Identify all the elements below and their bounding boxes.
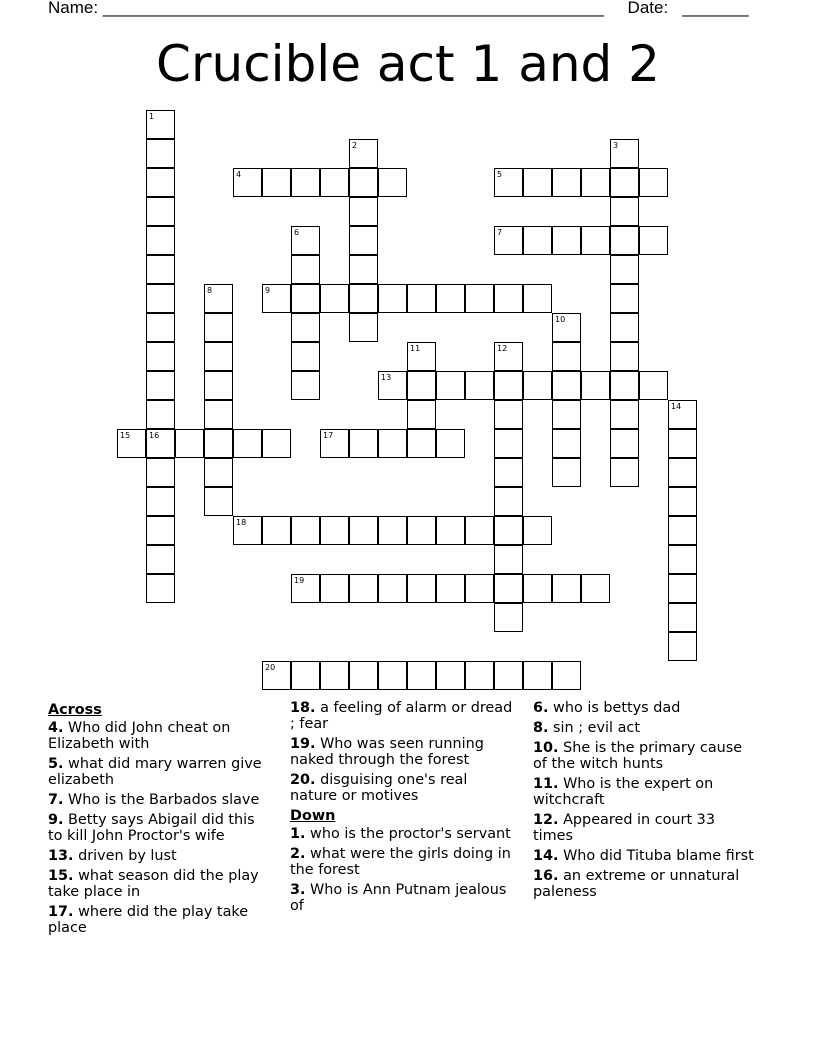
grid-cell[interactable] [291,574,320,603]
grid-cell[interactable] [610,226,639,255]
clue-item-number: 9. [48,812,64,828]
grid-cell[interactable] [291,516,320,545]
clue-column [290,700,515,918]
clue-number: 19 [294,576,305,585]
grid-cell[interactable] [204,429,233,458]
grid-cell[interactable] [349,139,378,168]
clue-item [48,720,273,752]
grid-cell[interactable] [320,516,349,545]
clue-item [48,792,273,808]
grid-cell[interactable] [610,458,639,487]
grid-cell[interactable] [494,516,523,545]
grid-cell[interactable] [581,168,610,197]
grid-cell[interactable] [146,284,175,313]
grid-cell[interactable] [204,371,233,400]
grid-cell[interactable] [204,284,233,313]
grid-cell[interactable] [291,168,320,197]
grid-cell[interactable] [349,284,378,313]
clue-item-number: 18. [290,700,316,716]
clue-item-text: sin ; evil act [548,720,640,736]
grid-cell[interactable] [320,284,349,313]
clue-number: 13 [381,373,392,382]
grid-cell[interactable] [349,516,378,545]
grid-cell[interactable] [610,284,639,313]
grid-cell[interactable] [610,168,639,197]
grid-cell[interactable] [668,632,697,661]
grid-cell[interactable] [436,371,465,400]
grid-cell[interactable] [378,284,407,313]
grid-cell[interactable] [349,313,378,342]
clue-number: 6 [294,228,300,237]
grid-cell[interactable] [523,168,552,197]
clue-item-number: 14. [533,848,559,864]
grid-cell[interactable] [610,313,639,342]
clue-number: 7 [497,228,503,237]
grid-cell[interactable] [552,371,581,400]
clue-number: 17 [323,431,334,440]
grid-cell[interactable] [494,429,523,458]
grid-cell[interactable] [581,371,610,400]
name-label: Name: [48,0,99,17]
grid-cell[interactable] [668,516,697,545]
clue-number: 2 [352,141,358,150]
grid-cell[interactable] [378,371,407,400]
grid-cell[interactable] [436,574,465,603]
clue-number: 11 [410,344,421,353]
clue-item [48,756,273,788]
page-title: Crucible act 1 and 2 [156,35,660,93]
grid-cell[interactable] [146,139,175,168]
clue-item-text: Who is the expert on witchcraft [533,776,714,808]
grid-cell[interactable] [668,603,697,632]
grid-cell[interactable] [378,168,407,197]
clue-item [48,868,273,900]
grid-cell[interactable] [291,342,320,371]
clue-item [290,736,515,768]
grid-cell[interactable] [639,168,668,197]
grid-cell[interactable] [581,226,610,255]
clue-item-number: 1. [290,826,306,842]
clue-item-text: where did the play take place [48,904,249,936]
grid-cell[interactable] [146,110,175,139]
grid-cell[interactable] [146,458,175,487]
grid-cell[interactable] [436,284,465,313]
grid-cell[interactable] [407,371,436,400]
grid-cell[interactable] [436,516,465,545]
grid-cell[interactable] [291,284,320,313]
grid-cell[interactable] [349,197,378,226]
grid-cell[interactable] [146,400,175,429]
grid-cell[interactable] [117,429,146,458]
grid-cell[interactable] [552,226,581,255]
grid-cell[interactable] [320,168,349,197]
grid-cell[interactable] [436,429,465,458]
clue-item [533,740,758,772]
clue-item-number: 5. [48,756,64,772]
grid-cell[interactable] [494,168,523,197]
clue-item [533,700,758,716]
date-field[interactable]: _______ [682,0,749,17]
grid-cell[interactable] [436,661,465,690]
grid-cell[interactable] [378,429,407,458]
clue-item-text: what did mary warren give elizabeth [48,756,262,788]
grid-cell[interactable] [552,458,581,487]
clue-item-number: 19. [290,736,316,752]
clue-number: 18 [236,518,247,527]
clue-item [533,720,758,736]
clue-item-text: driven by lust [73,848,177,864]
grid-cell[interactable] [494,458,523,487]
grid-cell[interactable] [146,371,175,400]
grid-cell[interactable] [146,545,175,574]
grid-cell[interactable] [146,574,175,603]
grid-cell[interactable] [494,342,523,371]
clue-number: 3 [613,141,619,150]
clue-column [48,700,273,940]
clue-item-number: 12. [533,812,559,828]
grid-cell[interactable] [552,313,581,342]
grid-cell[interactable] [349,661,378,690]
grid-cell[interactable] [349,255,378,284]
grid-cell[interactable] [465,516,494,545]
grid-cell[interactable] [291,313,320,342]
grid-cell[interactable] [610,400,639,429]
grid-cell[interactable] [494,400,523,429]
grid-cell[interactable] [552,400,581,429]
grid-cell[interactable] [349,226,378,255]
clue-item [533,812,758,844]
clue-number: 20 [265,663,276,672]
grid-cell[interactable] [378,574,407,603]
clue-item-number: 7. [48,792,64,808]
clue-item-text: Who did John cheat on Elizabeth with [48,720,231,752]
grid-cell[interactable] [523,516,552,545]
grid-cell[interactable] [494,545,523,574]
grid-cell[interactable] [465,661,494,690]
clue-item-number: 13. [48,848,74,864]
clue-item [290,846,515,878]
grid-cell[interactable] [494,371,523,400]
date-label: Date: [627,0,669,17]
grid-cell[interactable] [523,284,552,313]
clue-item-text: a feeling of alarm or dread ; fear [290,700,513,732]
grid-cell[interactable] [639,371,668,400]
grid-cell[interactable] [262,516,291,545]
grid-cell[interactable] [146,342,175,371]
clue-item [290,700,515,732]
grid-cell[interactable] [610,429,639,458]
grid-cell[interactable] [668,458,697,487]
grid-cell[interactable] [204,458,233,487]
clue-item [48,812,273,844]
grid-cell[interactable] [494,661,523,690]
grid-cell[interactable] [668,574,697,603]
clue-number: 8 [207,286,213,295]
grid-cell[interactable] [349,168,378,197]
clue-item-text: Who did Tituba blame first [558,848,754,864]
clue-item [533,868,758,900]
clue-item-number: 8. [533,720,549,736]
clue-number: 4 [236,170,242,179]
grid-cell[interactable] [581,574,610,603]
grid-cell[interactable] [320,574,349,603]
clue-item-text: Betty says Abigail did this to kill John Proctor's wife [48,812,255,844]
grid-cell[interactable] [262,429,291,458]
grid-cell[interactable] [523,371,552,400]
grid-cell[interactable] [407,400,436,429]
grid-cell[interactable] [175,429,204,458]
clue-item-number: 10. [533,740,559,756]
clue-item [290,826,515,842]
clue-item-text: Who is the Barbados slave [63,792,260,808]
clue-number: 12 [497,344,508,353]
grid-cell[interactable] [610,342,639,371]
grid-cell[interactable] [523,661,552,690]
clue-item-text: an extreme or unnatural paleness [533,868,740,900]
grid-cell[interactable] [668,429,697,458]
clue-item-text: Appeared in court 33 times [533,812,715,844]
grid-cell[interactable] [146,255,175,284]
grid-cell[interactable] [407,429,436,458]
clue-item [533,848,758,864]
grid-cell[interactable] [639,226,668,255]
clue-item [48,904,273,936]
grid-cell[interactable] [610,255,639,284]
clue-column [533,700,758,904]
grid-cell[interactable] [320,661,349,690]
down-heading: Down [290,808,336,824]
clue-number: 14 [671,402,682,411]
name-field[interactable]: _____________________________________________________ [102,0,604,17]
grid-cell[interactable] [668,487,697,516]
grid-cell[interactable] [610,371,639,400]
grid-cell[interactable] [465,574,494,603]
clue-number: 10 [555,315,566,324]
grid-cell[interactable] [378,516,407,545]
across-heading: Across [48,702,102,718]
grid-cell[interactable] [552,574,581,603]
grid-cell[interactable] [349,574,378,603]
grid-cell[interactable] [262,168,291,197]
grid-cell[interactable] [407,284,436,313]
grid-cell[interactable] [291,226,320,255]
grid-cell[interactable] [349,429,378,458]
clue-item-text: Who is Ann Putnam jealous of [290,882,507,914]
grid-cell[interactable] [465,284,494,313]
clue-item-number: 20. [290,772,316,788]
grid-cell[interactable] [407,574,436,603]
grid-cell[interactable] [552,342,581,371]
clue-item [48,848,273,864]
clue-item-number: 4. [48,720,64,736]
clue-number: 5 [497,170,503,179]
clue-item-number: 2. [290,846,306,862]
grid-cell[interactable] [552,661,581,690]
grid-cell[interactable] [262,284,291,313]
clue-item-text: who is bettys dad [548,700,681,716]
grid-cell[interactable] [320,429,349,458]
grid-cell[interactable] [494,284,523,313]
grid-cell[interactable] [668,400,697,429]
clue-number: 1 [149,112,155,121]
clue-item-number: 17. [48,904,74,920]
clue-item-text: disguising one's real nature or motives [290,772,468,804]
clue-item [290,772,515,804]
grid-cell[interactable] [146,197,175,226]
grid-cell[interactable] [233,168,262,197]
clue-number: 16 [149,431,160,440]
grid-cell[interactable] [378,661,407,690]
clue-item [290,882,515,914]
clue-item-number: 11. [533,776,559,792]
grid-cell[interactable] [407,516,436,545]
grid-cell[interactable] [523,226,552,255]
clue-item-number: 3. [290,882,306,898]
clue-item [533,776,758,808]
grid-cell[interactable] [494,487,523,516]
grid-cell[interactable] [233,429,262,458]
grid-cell[interactable] [146,313,175,342]
grid-cell[interactable] [146,226,175,255]
grid-cell[interactable] [465,371,494,400]
grid-cell[interactable] [552,168,581,197]
grid-cell[interactable] [262,661,291,690]
clue-item-text: She is the primary cause of the witch hunts [533,740,743,772]
grid-cell[interactable] [146,168,175,197]
grid-cell[interactable] [291,371,320,400]
grid-cell[interactable] [204,400,233,429]
clue-item-number: 6. [533,700,549,716]
grid-cell[interactable] [146,429,175,458]
grid-cell[interactable] [494,574,523,603]
grid-cell[interactable] [146,516,175,545]
grid-cell[interactable] [291,255,320,284]
grid-cell[interactable] [204,487,233,516]
clue-number: 9 [265,286,271,295]
grid-cell[interactable] [407,342,436,371]
grid-cell[interactable] [494,226,523,255]
grid-cell[interactable] [233,516,262,545]
clue-item-number: 16. [533,868,559,884]
grid-cell[interactable] [610,139,639,168]
clue-item-text: who is the proctor's servant [305,826,511,842]
grid-cell[interactable] [668,545,697,574]
clue-item-text: Who was seen running naked through the forest [290,736,484,768]
grid-cell[interactable] [523,574,552,603]
grid-cell[interactable] [204,342,233,371]
grid-cell[interactable] [204,313,233,342]
grid-cell[interactable] [291,661,320,690]
clue-item-text: what season did the play take place in [48,868,259,900]
clue-number: 15 [120,431,131,440]
grid-cell[interactable] [552,429,581,458]
grid-cell[interactable] [407,661,436,690]
clue-item-text: what were the girls doing in the forest [290,846,511,878]
grid-cell[interactable] [494,603,523,632]
grid-cell[interactable] [610,197,639,226]
grid-cell[interactable] [146,487,175,516]
clue-item-number: 15. [48,868,74,884]
